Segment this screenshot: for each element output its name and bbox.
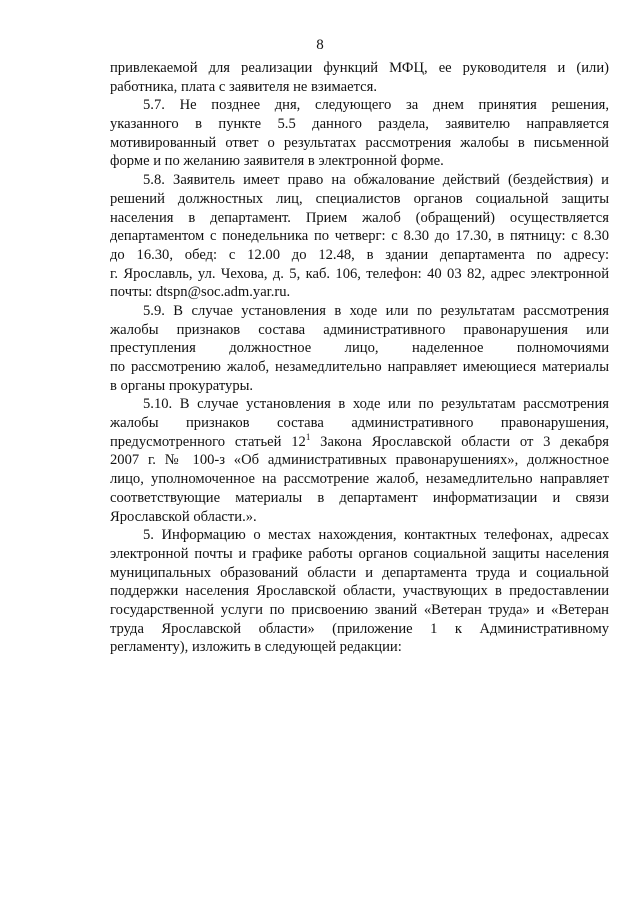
text-line-content: указанного в пункте 5.5 данного раздела, заявителю направляется xyxy=(110,116,609,133)
text-line xyxy=(110,545,609,564)
text-line xyxy=(110,433,609,452)
text-line-content: жалобы признаков состава административного правонарушения, xyxy=(110,415,609,432)
text-line-content: поддержки населения Ярославской области, участвующих в предоставлении xyxy=(110,583,609,600)
text-line-content: 2007 г. № 100-з «Об административных правонарушениях», должностное xyxy=(110,452,609,469)
text-line-content: привлекаемой для реализации функций МФЦ, ее руководителя и (или) xyxy=(110,60,609,76)
text-line-content: 5.10. В случае установления в ходе или по результатам рассмотрения xyxy=(143,396,609,413)
text-line-content: 5.7. Не позднее дня, следующего за днем принятия решения, xyxy=(143,97,609,114)
text-line-content: предусмотренного статьей 12 xyxy=(110,433,306,450)
text-line-content: г. Ярославль, ул. Чехова, д. 5, каб. 106, телефон: 40 03 82, адрес электронной xyxy=(110,265,609,282)
body-text xyxy=(110,59,609,657)
superscript: 1 xyxy=(305,432,311,442)
page-number: 8 xyxy=(316,37,324,53)
text-line xyxy=(110,171,609,190)
text-line xyxy=(110,190,609,209)
text-line xyxy=(110,96,609,115)
text-line-content: муниципальных образований области и департамента труда и социальной xyxy=(110,564,609,581)
text-line-content: решений должностных лиц, специалистов органов социальной защиты xyxy=(110,190,609,207)
text-line xyxy=(110,377,609,396)
text-line xyxy=(110,209,609,228)
text-line xyxy=(110,339,609,358)
text-line-continuation: Закона Ярославской области от 3 декабря xyxy=(310,433,609,450)
text-line xyxy=(110,470,609,489)
text-line xyxy=(110,302,609,321)
text-line xyxy=(110,564,609,583)
text-line-content: регламенту), изложить в следующей редакции: xyxy=(110,639,402,656)
text-line-content: по рассмотрению жалоб, незамедлительно направляет имеющиеся материалы xyxy=(110,359,609,375)
text-line-content: мотивированный ответ о результатах рассмотрения жалобы в письменной xyxy=(110,134,609,151)
text-line xyxy=(110,78,609,97)
text-line xyxy=(110,59,609,78)
text-line xyxy=(110,321,609,340)
text-line xyxy=(110,508,609,527)
text-line xyxy=(110,265,609,284)
text-line xyxy=(110,152,609,171)
text-line xyxy=(110,134,609,153)
text-line-content: в органы прокуратуры. xyxy=(110,377,254,394)
text-line xyxy=(110,582,609,601)
text-line-content: преступления должностное лицо, наделенное полномочиями xyxy=(110,340,609,357)
text-line-content: до 16.30, обед: с 12.00 до 12.48, в здании департамента по адресу: xyxy=(110,246,609,263)
text-line xyxy=(110,227,609,246)
text-line-content: почты: dtspn@soc.adm.yar.ru. xyxy=(110,284,291,301)
text-line xyxy=(110,526,609,545)
text-line xyxy=(110,638,609,657)
text-line xyxy=(110,115,609,134)
text-line-content: труда Ярославской области» (приложение 1 к Административному xyxy=(110,620,609,637)
text-line-content: электронной почты и графике работы органов социальной защиты населения xyxy=(110,545,609,562)
text-line xyxy=(110,451,609,470)
text-line-content: департаментом с понедельника по четверг: с 8.30 до 17.30, в пятницу: с 8.30 xyxy=(110,228,609,245)
text-line-content: Ярославской области.». xyxy=(110,508,257,525)
text-line xyxy=(110,620,609,639)
text-line-content: лицо, уполномоченное на рассмотрение жалоб, незамедлительно направляет xyxy=(110,471,609,488)
text-line xyxy=(110,489,609,508)
text-line-content: соответствующие материалы в департамент информатизации и связи xyxy=(110,489,609,506)
text-line xyxy=(110,601,609,620)
text-line-content: работника, плата с заявителя не взимается. xyxy=(110,78,377,95)
text-line-content: жалобы признаков состава административного правонарушения или xyxy=(110,321,609,338)
text-line xyxy=(110,283,609,302)
text-line-content: 5. Информацию о местах нахождения, контактных телефонах, адресах xyxy=(143,527,609,544)
text-line-content: форме и по желанию заявителя в электронной форме. xyxy=(110,153,444,170)
text-line-content: 5.9. В случае установления в ходе или по результатам рассмотрения xyxy=(143,302,609,319)
text-line-content: населения в департамент. Прием жалоб (обращений) осуществляется xyxy=(110,209,609,226)
text-line xyxy=(110,395,609,414)
text-line xyxy=(110,414,609,433)
text-line-content: 5.8. Заявитель имеет право на обжалование действий (бездействия) и xyxy=(143,172,609,189)
text-line-content: государственной услуги по присвоению званий «Ветеран труда» и «Ветеран xyxy=(110,601,609,618)
text-line xyxy=(110,358,609,377)
text-line xyxy=(110,246,609,265)
